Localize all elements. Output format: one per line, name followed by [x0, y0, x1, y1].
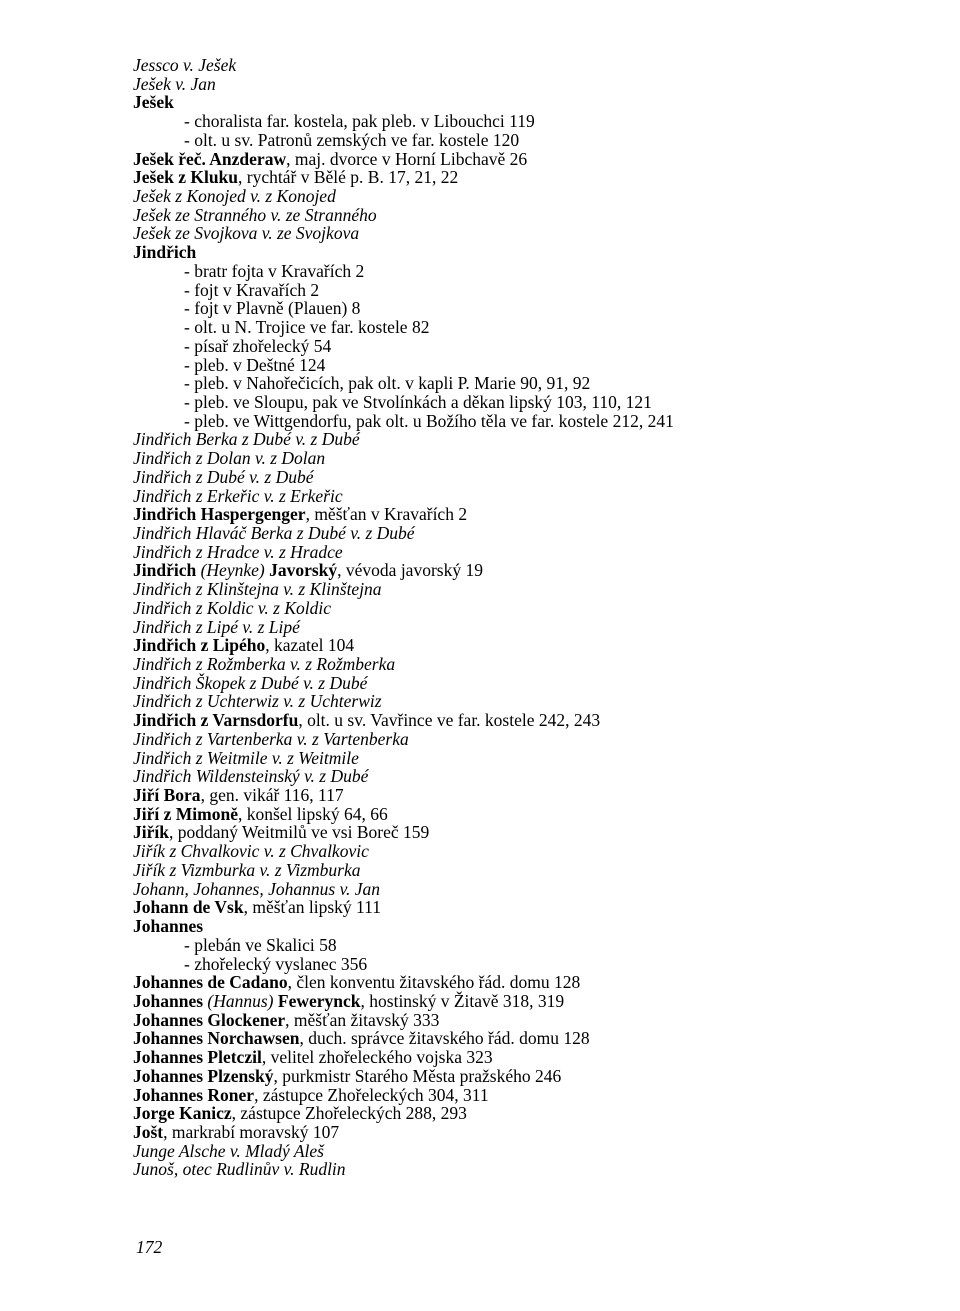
entry-text: (Heynke) — [200, 560, 270, 581]
entry-text: , hostinský v Žitavě 318, 319 — [360, 990, 565, 1011]
index-entry — [133, 917, 913, 936]
entry-text: Ješek — [133, 92, 174, 113]
index-entry — [133, 618, 913, 637]
index-subentry — [133, 131, 913, 150]
index-subentry — [133, 337, 913, 356]
entry-text: , měšťan žitavský 333 — [285, 1009, 440, 1030]
index-entry — [133, 187, 913, 206]
entry-text: , konšel lipský 64, 66 — [237, 803, 388, 824]
index-entry — [133, 505, 913, 524]
index-subentry — [133, 374, 913, 393]
entry-text: Jindřich — [133, 242, 197, 263]
entry-text: Johannes Norchawsen — [133, 1028, 300, 1049]
index-subentry — [133, 112, 913, 131]
entry-text: , měšťan lipský 111 — [243, 897, 381, 918]
entry-text: Fewerynck — [277, 990, 361, 1011]
entry-text: , poddaný Weitmilů ve vsi Boreč 159 — [168, 822, 430, 843]
index-entry — [133, 449, 913, 468]
entry-text: , člen konventu žitavského řád. domu 128 — [287, 972, 581, 993]
index-entry — [133, 655, 913, 674]
entry-text: , rychtář v Bělé p. B. 17, 21, 22 — [238, 167, 459, 188]
entry-text: Johann de Vsk — [133, 897, 244, 918]
entry-text: Jindřich z Erkeřic v. z Erkeřic — [133, 485, 343, 506]
index-entry — [133, 243, 913, 262]
index-entry — [133, 786, 913, 805]
entry-text: - olt. u N. Trojice ve far. kostele 82 — [184, 317, 430, 338]
entry-text: Jindřich z Hradce v. z Hradce — [133, 541, 343, 562]
entry-text: Jiřík — [133, 822, 169, 843]
entry-text: Junoš, otec Rudlinův v. Rudlin — [133, 1159, 346, 1180]
index-entry — [133, 1029, 913, 1048]
entry-text: Jindřich z Koldic v. z Koldic — [133, 597, 331, 618]
entry-text: - pleb. ve Wittgendorfu, pak olt. u Božího těla ve far. kostele 212, 241 — [184, 410, 674, 431]
entry-text: Jindřich z Uchterwiz v. z Uchterwiz — [133, 691, 382, 712]
index-subentry — [133, 356, 913, 375]
index-entry — [133, 524, 913, 543]
entry-text: Jindřich — [133, 560, 201, 581]
entry-text: Ješek ze Stranného v. ze Stranného — [133, 204, 377, 225]
index-subentry — [133, 318, 913, 337]
entry-text: , markrabí moravský 107 — [163, 1121, 340, 1142]
entry-text: Jindřich z Klinštejna v. z Klinštejna — [133, 579, 382, 600]
entry-text: Jindřich z Lipého — [133, 635, 266, 656]
index-entry — [133, 224, 913, 243]
entry-text: Jindřich z Varnsdorfu — [133, 710, 299, 731]
entry-text: - pleb. v Nahořečicích, pak olt. v kapli P. Marie 90, 91, 92 — [184, 373, 591, 394]
index-entry — [133, 973, 913, 992]
index-entry — [133, 1123, 913, 1142]
index-entry — [133, 561, 913, 580]
entry-text: , purkmistr Starého Města pražského 246 — [273, 1065, 562, 1086]
entry-text: Johannes — [133, 916, 204, 937]
entry-text: Johann, Johannes, Johannus v. Jan — [133, 878, 381, 899]
index-entry — [133, 206, 913, 225]
entry-text: Jindřich z Vartenberka v. z Vartenberka — [133, 728, 409, 749]
entry-text: , zástupce Zhořeleckých 288, 293 — [231, 1103, 467, 1124]
index-entry — [133, 487, 913, 506]
index-subentry — [133, 262, 913, 281]
index-entry — [133, 636, 913, 655]
entry-text: Ješek ze Svojkova v. ze Svojkova — [133, 223, 360, 244]
entry-text: Jindřich z Dubé v. z Dubé — [133, 466, 314, 487]
entry-text: - choralista far. kostela, pak pleb. v Libouchci 119 — [184, 111, 535, 132]
entry-text: Johannes — [133, 990, 208, 1011]
index-entry — [133, 168, 913, 187]
entry-text: Johannes Roner — [133, 1084, 255, 1105]
entry-text: Jiřík z Vizmburka v. z Vizmburka — [133, 859, 361, 880]
entry-text: - fojt v Kravařích 2 — [184, 279, 320, 300]
entry-text: , olt. u sv. Vavřince ve far. kostele 242, 243 — [298, 710, 601, 731]
index-subentry — [133, 412, 913, 431]
index-entry — [133, 749, 913, 768]
index-entry — [133, 674, 913, 693]
index-entry — [133, 1104, 913, 1123]
entry-text: - pleb. v Deštné 124 — [184, 354, 326, 375]
entry-text: Ješek řeč. Anzderaw — [133, 148, 287, 169]
entry-text: , měšťan v Kravařích 2 — [305, 504, 468, 525]
entry-text: Johannes Pletczil — [133, 1047, 262, 1068]
index-entry — [133, 56, 913, 75]
entry-text: , kazatel 104 — [265, 635, 355, 656]
entry-text: Jindřich Wildensteinský v. z Dubé — [133, 766, 369, 787]
index-entry — [133, 430, 913, 449]
index-subentry — [133, 299, 913, 318]
index-entry — [133, 93, 913, 112]
index-entry — [133, 880, 913, 899]
entry-text: Ješek z Konojed v. z Konojed — [133, 186, 336, 207]
index-entry — [133, 150, 913, 169]
entry-text: Jindřich Berka z Dubé v. z Dubé — [133, 429, 360, 450]
entry-text: - pleb. ve Sloupu, pak ve Stvolínkách a děkan lipský 103, 110, 121 — [184, 391, 652, 412]
entry-text: Johannes de Cadano — [133, 972, 288, 993]
index-entry — [133, 1142, 913, 1161]
entry-text: Jiří Bora — [133, 785, 201, 806]
entry-text: Jiří z Mimoně — [133, 803, 238, 824]
index-page — [133, 56, 913, 1179]
entry-text: Jošt — [133, 1121, 164, 1142]
entry-text: Jindřich Hlaváč Berka z Dubé v. z Dubé — [133, 522, 415, 543]
entry-text: Jindřich z Rožmberka v. z Rožmberka — [133, 654, 396, 674]
index-entry — [133, 1067, 913, 1086]
entry-text: - bratr fojta v Kravařích 2 — [184, 260, 365, 281]
index-entry — [133, 692, 913, 711]
index-entry — [133, 805, 913, 824]
index-entry — [133, 898, 913, 917]
index-entry — [133, 1160, 913, 1179]
index-entry — [133, 767, 913, 786]
entry-text: - olt. u sv. Patronů zemských ve far. kostele 120 — [184, 129, 520, 150]
page-number: 172 — [136, 1237, 163, 1257]
entry-text: Jindřich Haspergenger — [133, 504, 306, 525]
index-subentry — [133, 281, 913, 300]
index-entry — [133, 75, 913, 94]
entry-text: , velitel zhořeleckého vojska 323 — [261, 1047, 493, 1068]
index-subentry — [133, 936, 913, 955]
index-entry — [133, 1048, 913, 1067]
entry-text: Jorge Kanicz — [133, 1103, 232, 1124]
index-entry — [133, 861, 913, 880]
index-entry — [133, 580, 913, 599]
entry-text: Jindřich z Lipé v. z Lipé — [133, 616, 300, 637]
entry-text: - plebán ve Skalici 58 — [184, 934, 337, 955]
entry-text: Javorský — [269, 560, 338, 581]
entry-text: , maj. dvorce v Horní Libchavě 26 — [286, 148, 528, 169]
index-entry — [133, 711, 913, 730]
entry-text: , zástupce Zhořeleckých 304, 311 — [254, 1084, 489, 1105]
entry-text: - fojt v Plavně (Plauen) 8 — [184, 298, 361, 319]
entry-text: Ješek v. Jan — [133, 73, 216, 94]
index-entry — [133, 1011, 913, 1030]
entry-text: Johannes Plzenský — [133, 1065, 274, 1086]
index-entry — [133, 543, 913, 562]
entry-text: Jindřich Škopek z Dubé v. z Dubé — [133, 672, 368, 693]
index-entry — [133, 730, 913, 749]
index-entry — [133, 1086, 913, 1105]
entry-text: - zhořelecký vyslanec 356 — [184, 953, 368, 974]
entry-text: - písař zhořelecký 54 — [184, 335, 332, 356]
entry-text: (Hannus) — [207, 990, 278, 1011]
index-entry — [133, 842, 913, 861]
entry-text: Jindřich z Dolan v. z Dolan — [133, 448, 326, 469]
entry-text: Junge Alsche v. Mladý Aleš — [133, 1140, 324, 1161]
index-entry — [133, 599, 913, 618]
entry-text: Jiřík z Chvalkovic v. z Chvalkovic — [133, 841, 369, 862]
entry-text: Jindřich z Weitmile v. z Weitmile — [133, 747, 359, 768]
entry-text: Ješek z Kluku — [133, 167, 239, 188]
index-entry — [133, 823, 913, 842]
entry-text: Jessco v. Ješek — [133, 55, 237, 75]
entry-text: , vévoda javorský 19 — [337, 560, 483, 581]
index-entry — [133, 992, 913, 1011]
entry-text: , duch. správce žitavského řád. domu 128 — [299, 1028, 590, 1049]
index-entry — [133, 468, 913, 487]
index-subentry — [133, 955, 913, 974]
entry-text: Johannes Glockener — [133, 1009, 286, 1030]
entry-text: , gen. vikář 116, 117 — [200, 785, 344, 806]
index-subentry — [133, 393, 913, 412]
